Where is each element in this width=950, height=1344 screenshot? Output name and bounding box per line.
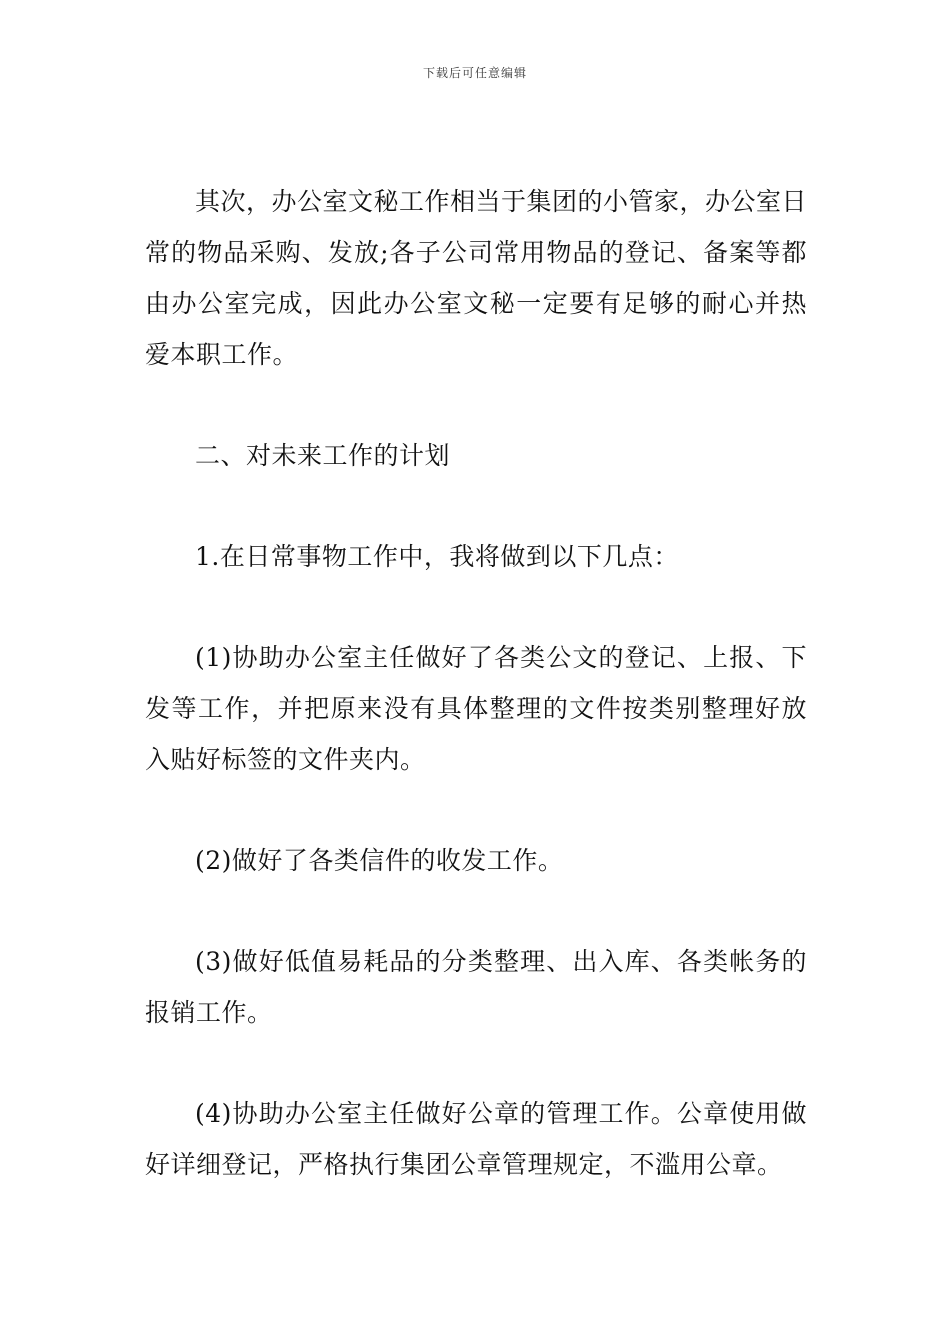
section-heading-future-plan: 二、对未来工作的计划 <box>195 441 451 470</box>
paragraph-gap <box>145 1038 807 1088</box>
paragraph-office-secretary-role: 其次，办公室文秘工作相当于集团的小管家，办公室日常的物品采购、发放;各子公司常用物品的登记、备案等都由办公室完成，因此办公室文秘一定要有足够的耐心并热爱本职工作。 <box>145 187 808 369</box>
paragraph-gap <box>145 380 807 430</box>
paragraph-gap <box>145 481 807 531</box>
paragraph-gap <box>145 785 807 835</box>
paragraph-gap <box>145 582 807 632</box>
list-item-4: (4)协助办公室主任做好公章的管理工作。公章使用做好详细登记，严格执行集团公章管理规定，不滥用公章。 <box>145 1099 807 1179</box>
list-item-2: (2)做好了各类信件的收发工作。 <box>195 846 564 875</box>
list-item-3: (3)做好低值易耗品的分类整理、出入库、各类帐务的报销工作。 <box>145 947 807 1027</box>
page-header: 下载后可任意编辑 <box>422 66 527 80</box>
list-intro-daily-work: 1.在日常事物工作中，我将做到以下几点： <box>195 542 679 571</box>
paragraph-gap <box>145 886 807 936</box>
list-item-1: (1)协助办公室主任做好了各类公文的登记、上报、下发等工作，并把原来没有具体整理的文件按类别整理好放入贴好标签的文件夹内。 <box>145 643 807 774</box>
document-body <box>145 176 807 1190</box>
